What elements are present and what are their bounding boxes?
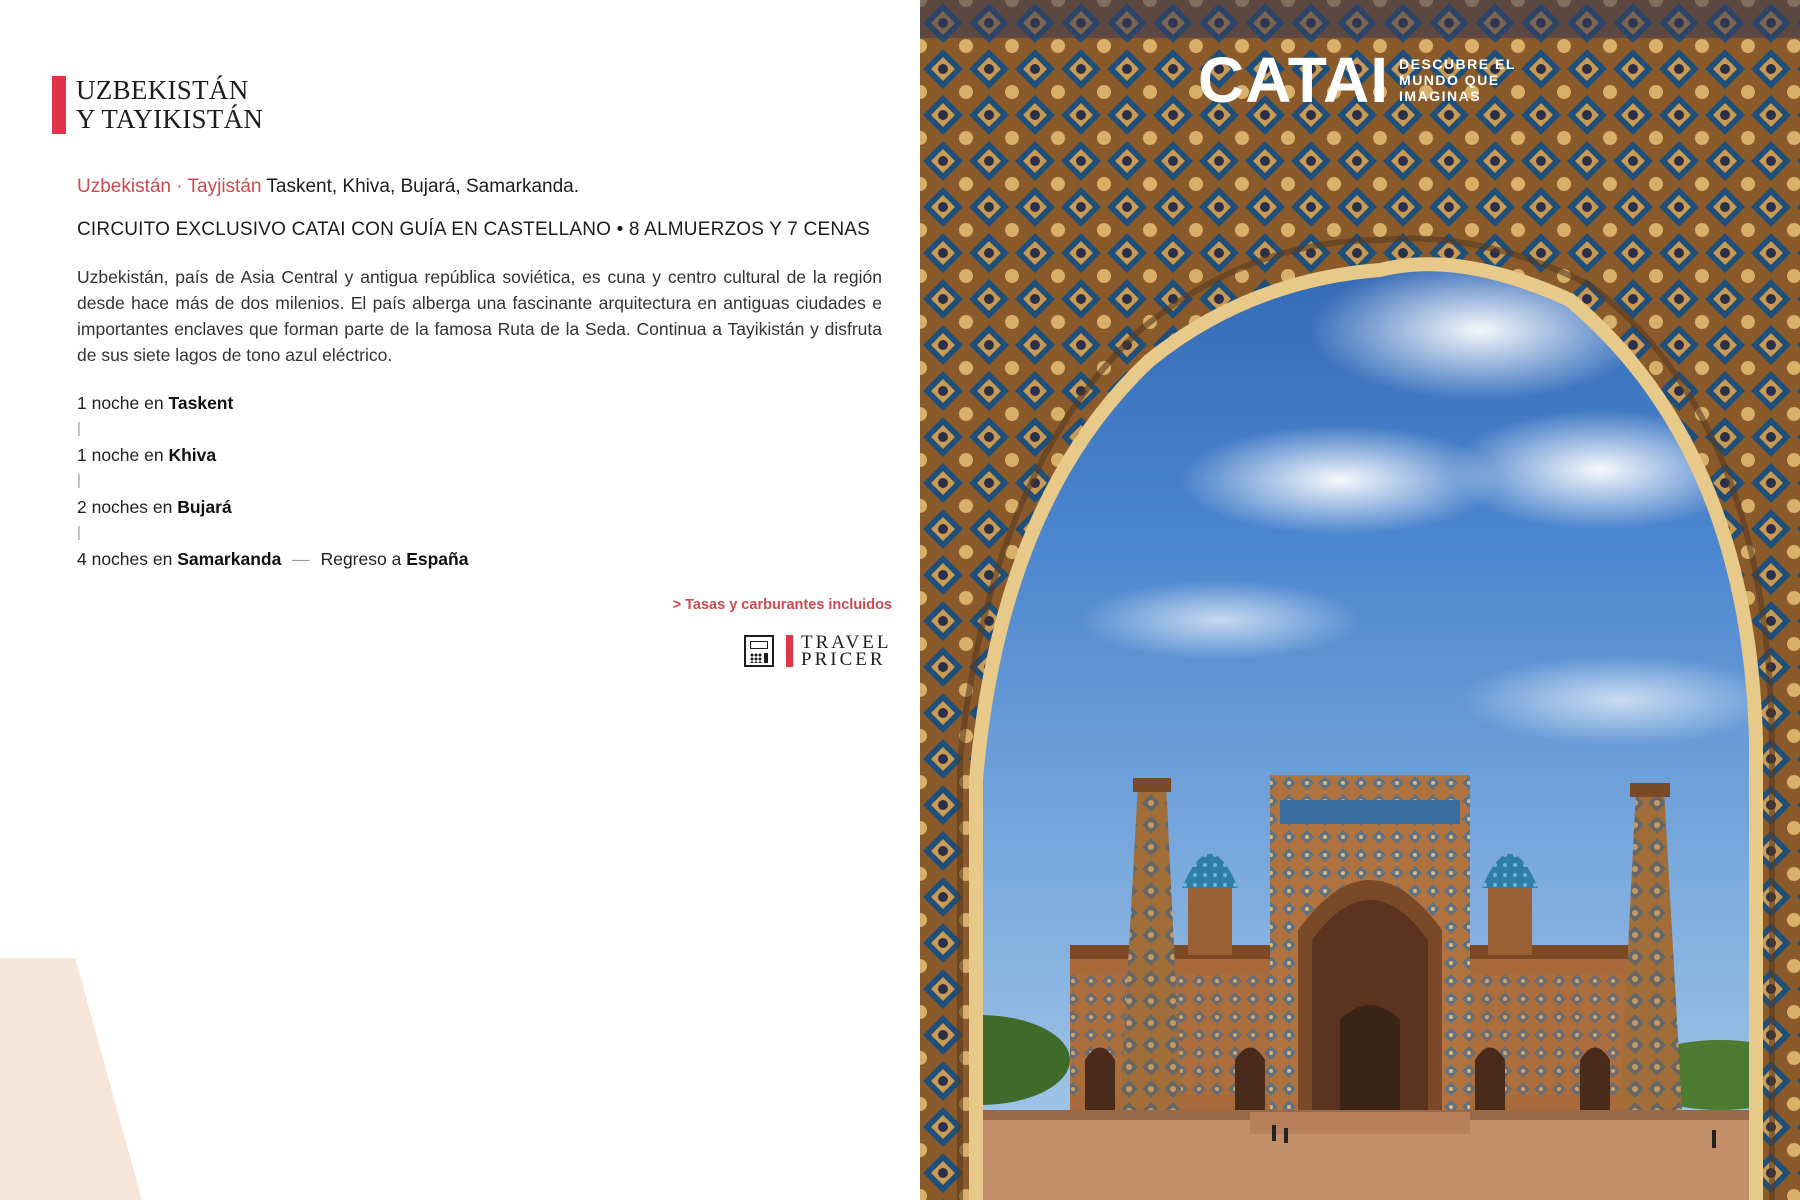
tagline-line-3: IMAGINAS xyxy=(1399,88,1482,104)
travel-pricer-logo[interactable] xyxy=(744,632,891,670)
itinerary-stop xyxy=(77,442,577,468)
stop-city: Bujará xyxy=(177,497,232,517)
stop-nights: 4 noches en xyxy=(77,549,173,569)
itinerary-divider: | xyxy=(77,420,81,437)
brand-name: CATAI xyxy=(1198,44,1390,116)
pricer-text xyxy=(801,634,891,668)
title-line-1: UZBEKISTÁN xyxy=(76,75,249,105)
tagline-line-1: DESCUBRE EL xyxy=(1399,56,1516,72)
registan-photo xyxy=(920,0,1800,1200)
itinerary-stop xyxy=(77,494,577,520)
return-country: España xyxy=(406,549,469,569)
circuit-heading: CIRCUITO EXCLUSIVO CATAI CON GUÍA EN CASTELLANO • 8 ALMUERZOS Y 7 CENAS xyxy=(77,219,871,240)
stop-nights: 1 noche en xyxy=(77,393,164,413)
cities-label: Taskent, Khiva, Bujará, Samarkanda. xyxy=(266,176,579,197)
cover-photo-page xyxy=(920,0,1800,1200)
itinerary-list xyxy=(77,390,577,572)
pricer-line-1: TRAVEL xyxy=(801,632,892,653)
title-text xyxy=(76,76,263,134)
pricer-line-2: PRICER xyxy=(801,649,886,670)
calculator-icon xyxy=(744,635,774,667)
itinerary-stop xyxy=(77,390,577,416)
itinerary-stop xyxy=(77,546,577,572)
trip-description: Uzbekistán, país de Asia Central y antigua república soviética, es cuna y centro cultural de la región desde hace más de dos milenios. El país alberga una fascinante arquitectura en antiguas ciudades e importantes enclaves que forman parte de la famosa Ruta de la Seda. Continua a Tayikistán y disfruta de sus siete lagos de tono azul eléctrico. xyxy=(77,267,882,365)
stop-nights: 1 noche en xyxy=(77,445,164,465)
itinerary-divider: | xyxy=(77,472,81,489)
stop-nights: 2 noches en xyxy=(77,497,173,517)
brand-tagline xyxy=(1399,56,1516,104)
stop-city: Khiva xyxy=(168,445,217,465)
stop-dash: — xyxy=(292,549,310,569)
catai-logo[interactable] xyxy=(1198,44,1516,116)
countries-label: Uzbekistán · Tayjistán xyxy=(77,176,262,197)
stop-city: Taskent xyxy=(168,393,234,413)
pricer-accent-bar xyxy=(786,635,793,667)
tagline-line-2: MUNDO QUE xyxy=(1399,72,1500,88)
itinerary-divider: | xyxy=(77,524,81,541)
destinations-line xyxy=(77,176,579,198)
page-title xyxy=(52,76,263,134)
title-line-2: Y TAYIKISTÁN xyxy=(76,104,264,134)
taxes-note-link[interactable]: > Tasas y carburantes incluidos xyxy=(672,597,892,613)
stop-city: Samarkanda xyxy=(177,549,282,569)
title-accent-bar xyxy=(52,76,66,134)
corner-decoration xyxy=(0,958,142,1200)
return-label: Regreso a xyxy=(320,549,402,569)
